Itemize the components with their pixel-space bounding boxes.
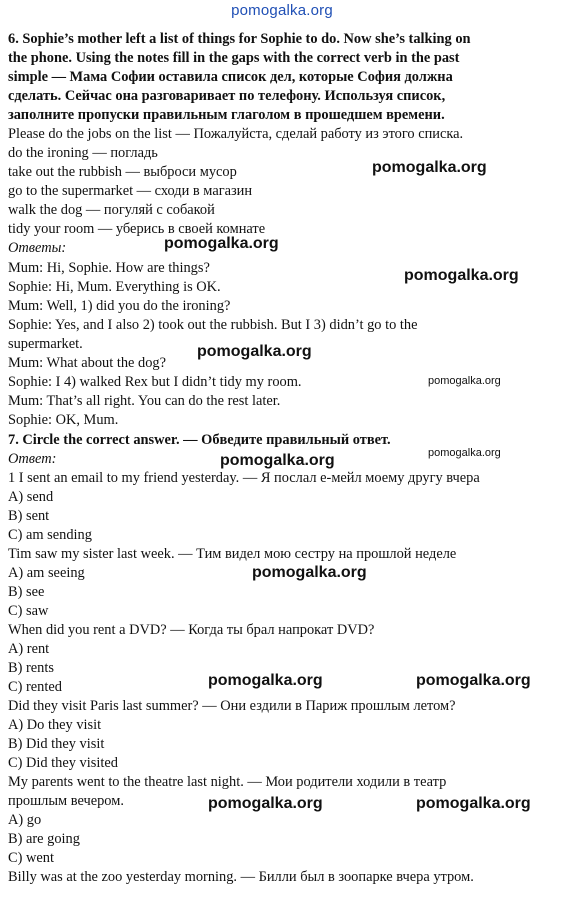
watermark-text: pomogalka.org bbox=[252, 564, 367, 581]
dialogue-line: Mum: That’s all right. You can do the rest later. bbox=[8, 393, 281, 409]
ex6-instruction: Please do the jobs on the list — Пожалуйста, сделай работу из этого списка. bbox=[8, 126, 464, 142]
ex6-note-item: do the ironing — погладь bbox=[8, 145, 158, 161]
ex6-note-item: take out the rubbish — выброси мусор bbox=[8, 164, 237, 180]
question-line: Billy was at the zoo yesterday morning. — Билли был в зоопарке вчера утром. bbox=[8, 869, 474, 885]
option-line: B) are going bbox=[8, 831, 80, 847]
option-line: A) rent bbox=[8, 641, 50, 657]
option-line: B) rents bbox=[8, 660, 54, 676]
watermark-text: pomogalka.org bbox=[208, 795, 323, 812]
option-line: A) Do they visit bbox=[8, 717, 102, 733]
option-line: B) sent bbox=[8, 508, 50, 524]
option-line: C) am sending bbox=[8, 527, 92, 543]
question-line: Did they visit Paris last summer? — Они ездили в Париж прошлым летом? bbox=[8, 698, 456, 714]
option-line: A) go bbox=[8, 812, 42, 828]
dialogue-line: Mum: Hi, Sophie. How are things? bbox=[8, 260, 210, 276]
dialogue-line: Sophie: Yes, and I also 2) took out the rubbish. But I 3) didn’t go to the bbox=[8, 317, 418, 333]
watermark-text: pomogalka.org bbox=[404, 267, 519, 284]
dialogue-line: Sophie: I 4) walked Rex but I didn’t tidy my room. bbox=[8, 374, 302, 390]
watermark-text: pomogalka.org bbox=[197, 343, 312, 360]
dialogue-line: Sophie: Hi, Mum. Everything is OK. bbox=[8, 279, 221, 295]
question-line: Tim saw my sister last week. — Тим видел мою сестру на прошлой неделе bbox=[8, 546, 457, 562]
question-line: My parents went to the theatre last night. — Мои родители ходили в театр bbox=[8, 774, 447, 790]
site-watermark-header: pomogalka.org bbox=[231, 2, 333, 19]
option-line: A) send bbox=[8, 489, 54, 505]
ex7-title: 7. Circle the correct answer. — Обведите правильный ответ. bbox=[8, 432, 391, 448]
question-line: 1 I sent an email to my friend yesterday. — Я послал е-мейл моему другу вчера bbox=[8, 470, 480, 486]
dialogue-line: Mum: Well, 1) did you do the ironing? bbox=[8, 298, 231, 314]
ex6-title-line-3: simple — Мама Софии оставила список дел, которые София должна bbox=[8, 69, 453, 85]
watermark-text: pomogalka.org bbox=[416, 672, 531, 689]
question-line: When did you rent a DVD? — Когда ты брал напрокат DVD? bbox=[8, 622, 375, 638]
option-line: C) went bbox=[8, 850, 54, 866]
option-line: A) am seeing bbox=[8, 565, 85, 581]
watermark-text: pomogalka.org bbox=[372, 159, 487, 176]
ex6-note-item: tidy your room — уберись в своей комнате bbox=[8, 221, 266, 237]
watermark-text: pomogalka.org bbox=[416, 795, 531, 812]
ex6-title-line-1: 6. Sophie’s mother left a list of things for Sophie to do. Now she’s talking on bbox=[8, 31, 471, 47]
option-line: C) Did they visited bbox=[8, 755, 118, 771]
watermark-text: pomogalka.org bbox=[428, 447, 501, 459]
dialogue-line: Sophie: OK, Mum. bbox=[8, 412, 119, 428]
dialogue-line: Mum: What about the dog? bbox=[8, 355, 167, 371]
ex6-note-item: walk the dog — погуляй с собакой bbox=[8, 202, 215, 218]
ex7-answer-label: Ответ: bbox=[8, 451, 57, 467]
watermark-text: pomogalka.org bbox=[208, 672, 323, 689]
ex6-note-item: go to the supermarket — сходи в магазин bbox=[8, 183, 253, 199]
ex6-title-line-2: the phone. Using the notes fill in the gaps with the correct verb in the past bbox=[8, 50, 460, 66]
option-line: C) rented bbox=[8, 679, 62, 695]
watermark-text: pomogalka.org bbox=[220, 452, 335, 469]
option-line: B) Did they visit bbox=[8, 736, 105, 752]
question-line-continued: прошлым вечером. bbox=[8, 793, 124, 809]
watermark-text: pomogalka.org bbox=[164, 235, 279, 252]
option-line: B) see bbox=[8, 584, 45, 600]
dialogue-line: supermarket. bbox=[8, 336, 83, 352]
ex6-title-line-4: сделать. Сейчас она разговаривает по телефону. Используя список, bbox=[8, 88, 446, 104]
watermark-text: pomogalka.org bbox=[428, 375, 501, 387]
ex6-answers-label: Ответы: bbox=[8, 240, 67, 256]
option-line: C) saw bbox=[8, 603, 49, 619]
ex6-title-line-5: заполните пропуски правильным глаголом в прошедшем времени. bbox=[8, 107, 445, 123]
